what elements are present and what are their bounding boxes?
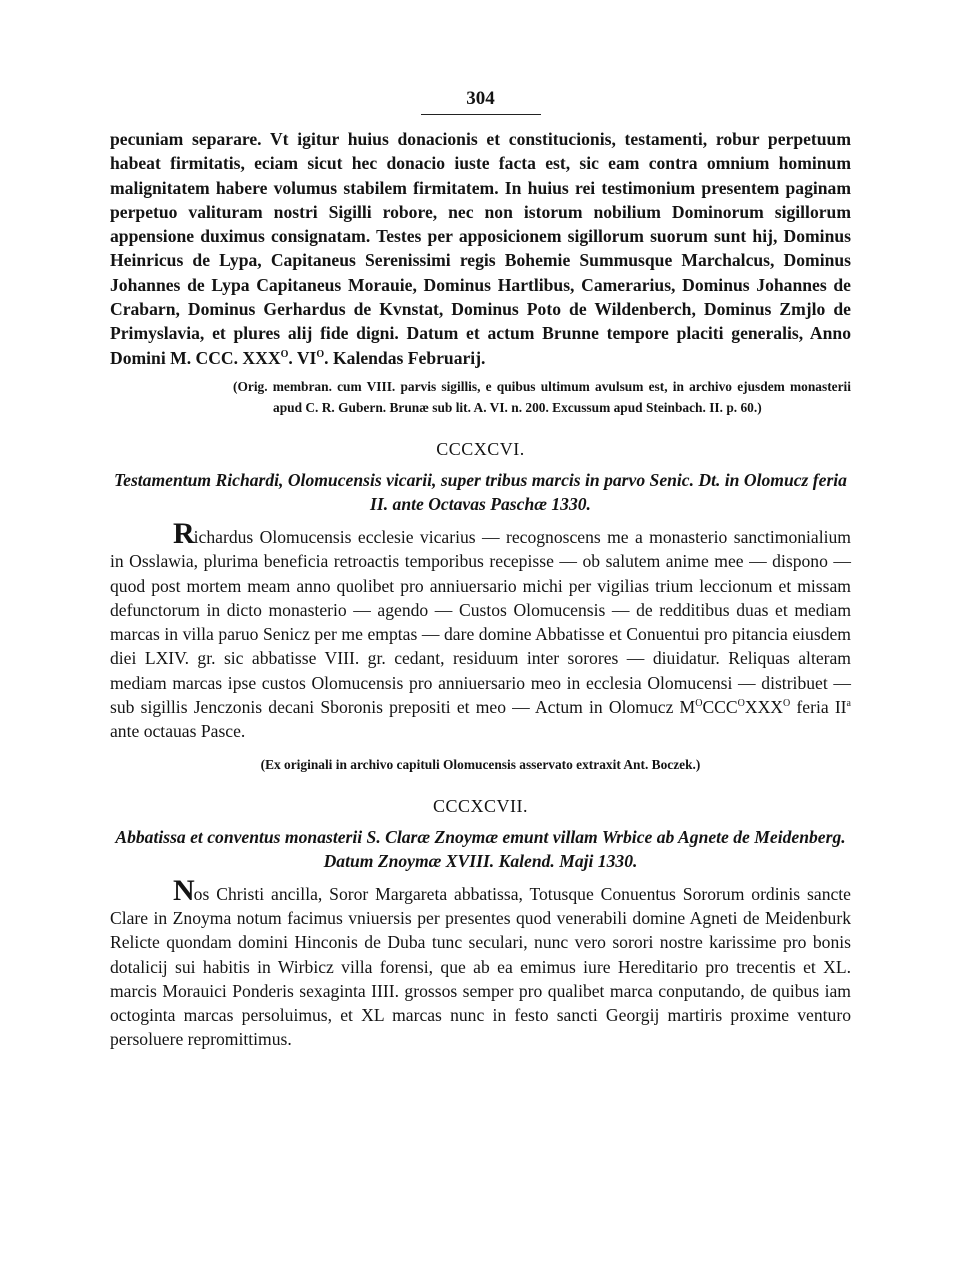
source-note: (Ex originali in archivo capituli Olomucensis asservato extraxit Ant. Boczek.) [260, 756, 701, 772]
date-part: XXX [744, 697, 784, 718]
drop-cap: N [173, 873, 194, 907]
document-number: CCCXCVI. [436, 438, 525, 459]
document-body: os Christi ancilla, Soror Margareta abbatissa, Totusque Conuentus Sororum ordinis sancte Clare in Znoyma notum facimus vniuersis per presentes quod venerabili domine Agneti de Meidenburk Relicte quondam domini Hinconis de Duba tunc seculari, nunc vero sorori nostre karissime pro bonis dotalicij sui habitis in Wirbicz villa forensi, que ab ea emimus iure Hereditario pro trecentis et XL. marcis Morauici Ponderis sexaginta IIII. grossos semper pro qualibet marca conputando, de quibus iam octoginta marcas persoluimus, et XL marcas nunc in festo sancti Georgij martiris proxime venturo persoluere repromittimus. [110, 883, 851, 1050]
document-title: Testamentum Richardi, Olomucensis vicarii, super tribus marcis in parvo Senic. Dt. in Olomucz feria II. ante Octavas Paschæ 1330. [114, 469, 847, 514]
document-number: CCCXCVII. [432, 795, 528, 816]
superscript: O [280, 348, 289, 360]
document-text [110, 873, 851, 1052]
document-page [110, 88, 851, 1052]
page-number-rule [421, 114, 541, 115]
document-text [110, 516, 851, 744]
continuation-text: pecuniam separare. Vt igitur huius donacionis et constitucionis, testamenti, robur perpetuum habeat firmitatis, eciam sicut hec donacio iuste facta est, sic eam contra omnium hominum malignitatem habere volumus stabilem firmitatem. In huius rei testimonium presentem paginam perpetuo valituram nostri Sigilli robore, nec non istorum nobilium Dominorum sigillorum appensione duximus consignatam. Testes per apposicionem sigillorum suorum sunt hij, Dominus Heinricus de Lypa, Capitaneus Serenissimi regis Bohemie Summusque Marchalcus, Dominus Johannes de Lypa Capitaneus Morauie, Dominus Hartlibus, Camerarius, Dominus Johannes de Crabarn, Dominus Gerhardus de Kvnstat, Dominus Poto de Wildenberch, Dominus Zmjlo de Primyslavia, et plures alij fide digni. Datum et actum Brunne tempore placiti generalis, Anno Domini M. CCC. XXX [110, 129, 851, 368]
superscript: O [316, 348, 325, 360]
superscript: O [695, 698, 703, 710]
continuation-text: . VI [288, 347, 317, 368]
date-part: ante octauas Pasce. [110, 721, 246, 742]
page-number: 304 [466, 88, 495, 109]
source-note: (Orig. membran. cum VIII. parvis sigillis, e quibus ultimum avulsum est, in archivo ejusdem monasterii apud C. R. Gubern. Brunæ sub lit. A. VI. n. 200. Excussum apud Steinbach. II. p. 60.) [233, 378, 851, 415]
drop-cap: R [173, 516, 194, 550]
superscript: O [737, 698, 745, 710]
date-part: feria II [790, 697, 847, 718]
continuation-paragraph [110, 127, 851, 370]
document-title: Abbatissa et conventus monasterii S. Claræ Znoymæ emunt villam Wrbice ab Agnete de Meidenberg. Datum Znoymæ XVIII. Kalend. Maji 1330. [115, 826, 846, 871]
superscript: O [783, 698, 791, 710]
date-part: CCC [702, 697, 738, 718]
continuation-text: . Kalendas Februarij. [324, 347, 486, 368]
document-body: ichardus Olomucensis ecclesie vicarius — recognoscens me a monasterio sanctimonialium in Osslawia, plurima beneficia retroactis temporibus recepisse — ob salutem anime mee — dispono — quod post mortem meam anno quolibet pro anniuersario michi per vigilias trium leccionum et missam defunctorum in dicto monasterio — agendo — Custos Olomucensis — de redditibus duas et mediam marcas in villa paruo Senicz per me emptas — dare domine Abbatisse et Conuentui pro pitancia eiusdem diei LXIV. gr. sic abbatisse VIII. gr. cedant, residuum inter sorores — diuidatur. Reliquas alteram mediam marcas ipse custos Olomucensis pro anniuersario meo in ecclesia Olomucensi — distribuet — sub sigillis Jenczonis decani Sboronis prepositi et meo — Actum in Olomucz M [110, 526, 851, 718]
superscript: a [846, 698, 851, 710]
